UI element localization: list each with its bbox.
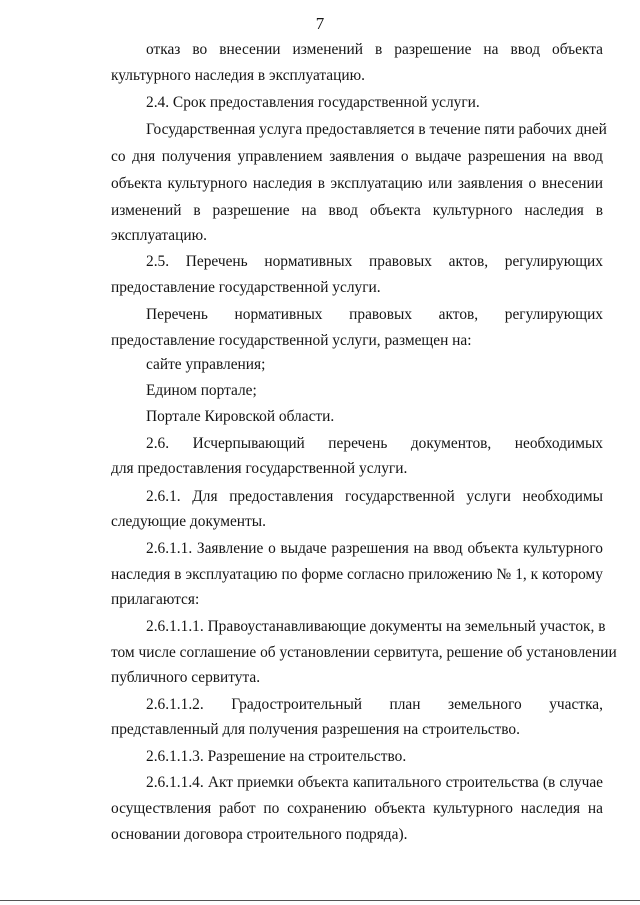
text-line: Государственная услуга предоставляется в течение пяти рабочих дней — [146, 121, 607, 138]
text-line: 2.4. Срок предоставления государственной услуги. — [146, 94, 480, 111]
text-line: отказ во внесении изменений в разрешение на ввод объекта — [146, 41, 603, 58]
text-line: изменений в разрешение на ввод объекта культурного наследия в — [111, 202, 603, 219]
text-line: публичного сервитута. — [111, 669, 261, 686]
text-line: наследия в эксплуатацию по форме согласно приложению № 1, к которому — [111, 566, 603, 583]
text-line: культурного наследия в эксплуатацию. — [111, 67, 365, 84]
text-line: том числе соглашение об установлении сервитута, решение об установлении — [111, 644, 617, 661]
text-line: 2.6.1. Для предоставления государственной услуги необходимы — [146, 488, 603, 505]
footer-rule — [0, 900, 640, 901]
text-line: прилагаются: — [111, 591, 200, 608]
text-line: предоставление государственной услуги. — [111, 279, 381, 296]
text-line: для предоставления государственной услуги. — [111, 460, 408, 477]
text-line: 2.6.1.1.4. Акт приемки объекта капитального строительства (в случае — [146, 774, 603, 791]
text-line: 2.6.1.1.3. Разрешение на строительство. — [146, 748, 407, 765]
text-line: эксплуатацию. — [111, 227, 207, 244]
text-line: следующие документы. — [111, 513, 266, 530]
text-line: Портале Кировской области. — [146, 408, 335, 425]
text-line: со дня получения управлением заявления о выдаче разрешения на ввод — [111, 148, 603, 165]
page-number: 7 — [315, 14, 325, 33]
text-line: Перечень нормативных правовых актов, регулирующих — [146, 306, 603, 323]
text-line: 2.6.1.1.1. Правоустанавливающие документы на земельный участок, в — [146, 618, 606, 635]
text-line: Едином портале; — [146, 382, 257, 399]
text-line: 2.6.1.1.2. Градостроительный план земельного участка, — [146, 696, 603, 713]
text-line: представленный для получения разрешения на строительство. — [111, 721, 520, 738]
text-line: осуществления работ по сохранению объекта культурного наследия на — [111, 800, 603, 817]
text-line: сайте управления; — [146, 356, 266, 373]
text-line: основании договора строительного подряда). — [111, 826, 408, 843]
text-line: 2.6. Исчерпывающий перечень документов, необходимых — [146, 435, 603, 452]
text-line: 2.6.1.1. Заявление о выдаче разрешения на ввод объекта культурного — [146, 540, 603, 557]
text-line: объекта культурного наследия в эксплуатацию или заявления о внесении — [111, 175, 603, 192]
text-line: 2.5. Перечень нормативных правовых актов, регулирующих — [146, 253, 603, 270]
text-line: предоставление государственной услуги, размещен на: — [111, 332, 472, 349]
